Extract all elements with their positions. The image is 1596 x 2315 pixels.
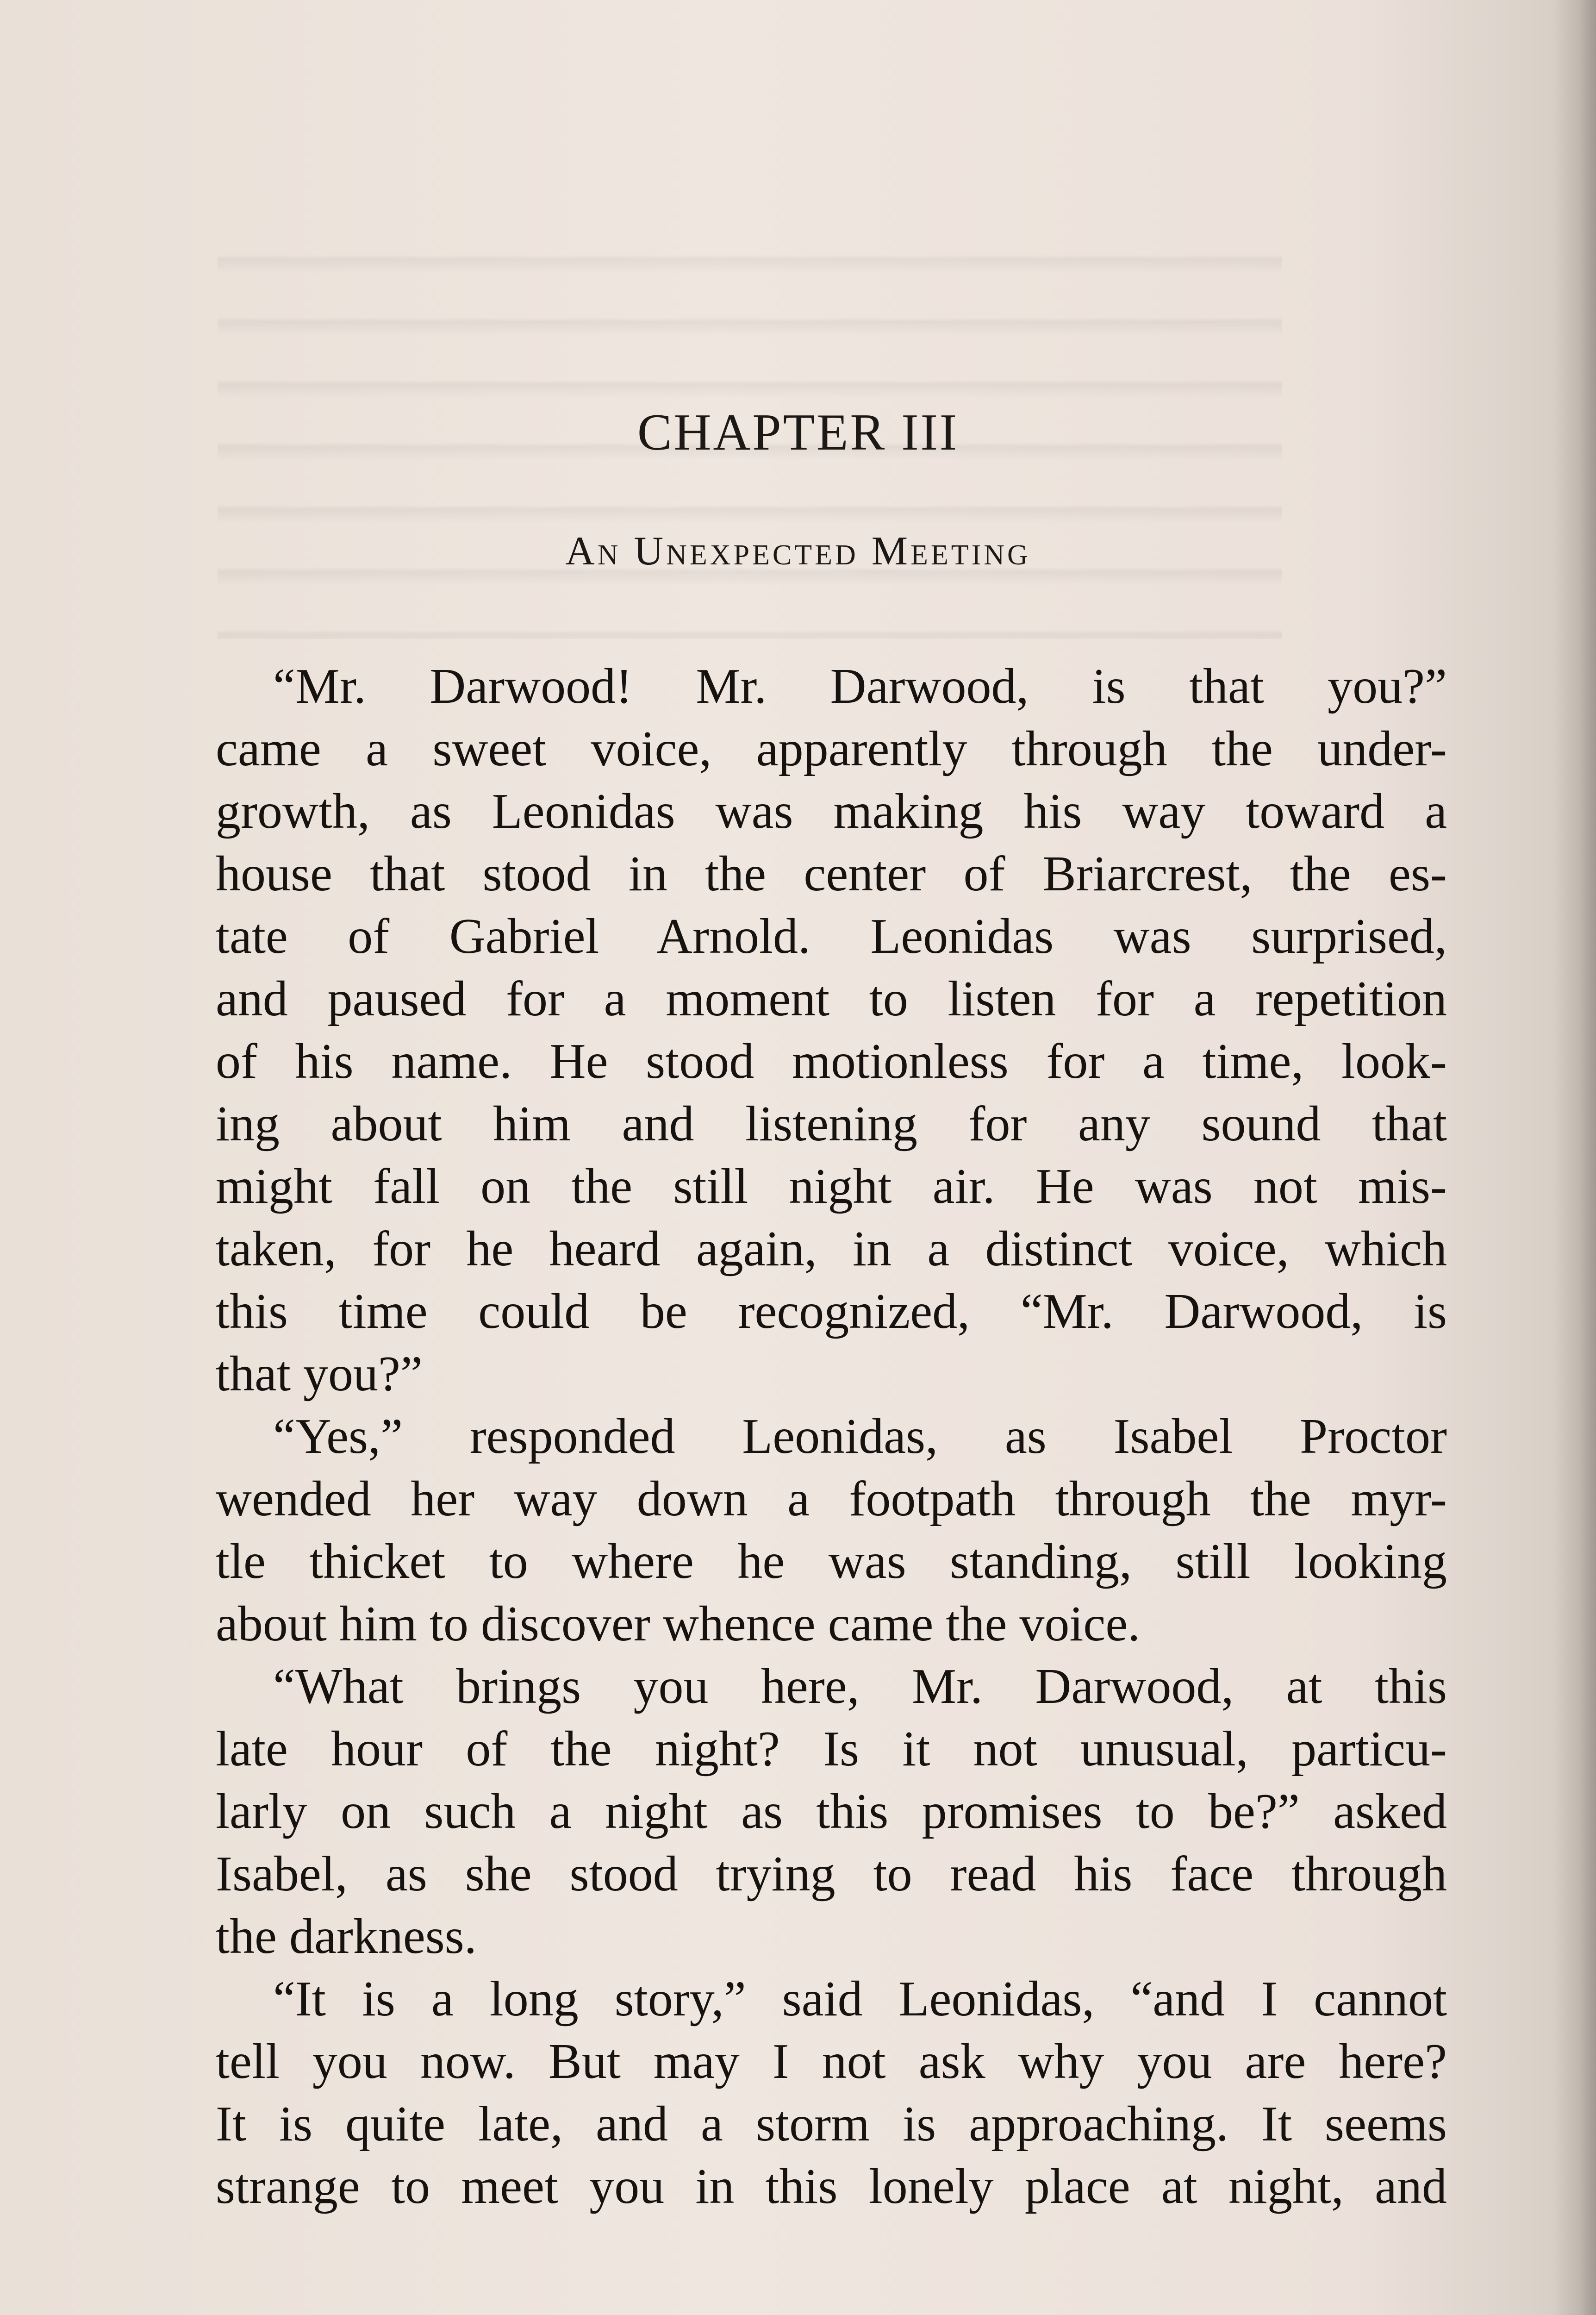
text-line: wended her way down a footpath through the myr- — [216, 1471, 1447, 1527]
page-edge-shadow — [1554, 0, 1596, 2315]
body-text — [216, 655, 1447, 2218]
text-line: Isabel, as she stood trying to read his face through — [216, 1846, 1447, 1902]
text-line: ing about him and listening for any sound that — [216, 1096, 1447, 1151]
text-line: “Yes,” responded Leonidas, as Isabel Proctor — [273, 1409, 1447, 1464]
text-line: about him to discover whence came the voice. — [216, 1596, 1141, 1652]
text-line: and paused for a moment to listen for a repetition — [216, 971, 1447, 1026]
text-line: tle thicket to where he was standing, still looking — [216, 1534, 1447, 1589]
text-line: that you?” — [216, 1346, 423, 1402]
text-line: “It is a long story,” said Leonidas, “and I cannot — [273, 1971, 1447, 2027]
text-line: tate of Gabriel Arnold. Leonidas was surprised, — [216, 909, 1447, 964]
paragraph-4 — [216, 1968, 1447, 2218]
text-line: tell you now. But may I not ask why you are here? — [216, 2034, 1447, 2089]
text-line: came a sweet voice, apparently through the under- — [216, 721, 1447, 776]
paragraph-1 — [216, 655, 1447, 1405]
text-line: “Mr. Darwood! Mr. Darwood, is that you?” — [273, 659, 1447, 714]
text-line: growth, as Leonidas was making his way toward a — [216, 784, 1447, 839]
text-line: this time could be recognized, “Mr. Darwood, is — [216, 1284, 1447, 1339]
text-line: It is quite late, and a storm is approaching. It seems — [216, 2096, 1447, 2152]
text-line: “What brings you here, Mr. Darwood, at this — [273, 1659, 1447, 1714]
text-line: strange to meet you in this lonely place at night, and — [216, 2159, 1447, 2214]
text-line: house that stood in the center of Briarcrest, the es- — [216, 846, 1447, 901]
paragraph-3 — [216, 1655, 1447, 1968]
text-line: might fall on the still night air. He was not mis- — [216, 1159, 1447, 1214]
chapter-subtitle: An Unexpected Meeting — [565, 529, 1031, 574]
text-line: the darkness. — [216, 1909, 477, 1964]
text-line: taken, for he heard again, in a distinct voice, which — [216, 1221, 1447, 1276]
text-line: larly on such a night as this promises to be?” asked — [216, 1784, 1447, 1839]
text-line: late hour of the night? Is it not unusual, particu- — [216, 1721, 1447, 1777]
text-line: of his name. He stood motionless for a time, look- — [216, 1034, 1447, 1089]
paragraph-2 — [216, 1405, 1447, 1655]
chapter-heading: CHAPTER III — [637, 404, 959, 461]
